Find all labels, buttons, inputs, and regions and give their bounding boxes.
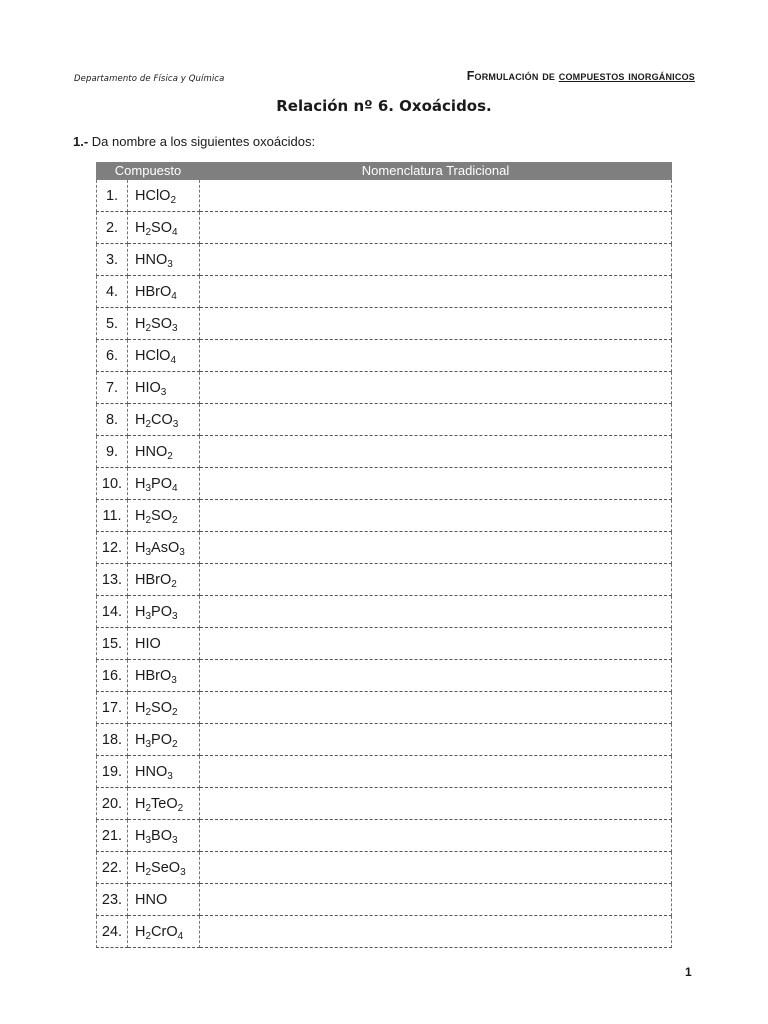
table-row	[97, 596, 672, 628]
compound-formula	[128, 244, 200, 276]
formula-subscript: 3	[160, 386, 167, 398]
row-number: 14.	[97, 596, 128, 628]
answer-cell[interactable]	[200, 660, 672, 692]
formula-part: H	[135, 507, 146, 524]
compound-formula	[128, 564, 200, 596]
answer-cell[interactable]	[200, 244, 672, 276]
row-number: 23.	[97, 884, 128, 916]
formula-subscript: 3	[172, 834, 178, 846]
row-number: 16.	[97, 660, 128, 692]
answer-cell[interactable]	[200, 404, 672, 436]
compound-formula	[128, 436, 200, 468]
answer-cell[interactable]	[200, 340, 672, 372]
formula-part: BO	[151, 827, 172, 844]
answer-cell[interactable]	[200, 916, 672, 948]
header-compuesto: Compuesto	[97, 163, 200, 180]
answer-cell[interactable]	[200, 212, 672, 244]
formula-part: HNO	[135, 443, 168, 460]
formula-subscript: 4	[172, 482, 178, 494]
row-number: 19.	[97, 756, 128, 788]
compound-formula	[128, 852, 200, 884]
formula-part: H	[135, 539, 146, 556]
table-row	[97, 532, 672, 564]
table-row	[97, 564, 672, 596]
row-number: 20.	[97, 788, 128, 820]
table-row	[97, 724, 672, 756]
row-number: 21.	[97, 820, 128, 852]
formula-part: H	[135, 795, 146, 812]
exercise-number: 1.-	[73, 134, 89, 149]
formula-part: HBrO	[135, 667, 172, 684]
formula-part: HBrO	[135, 571, 172, 588]
row-number: 2.	[97, 212, 128, 244]
formula-subscript: 3	[180, 866, 186, 878]
formula-part: H	[135, 315, 146, 332]
formula-part: HIO	[135, 635, 161, 652]
table-row	[97, 660, 672, 692]
formula-part: HNO	[135, 763, 168, 780]
table-row	[97, 244, 672, 276]
table-row	[97, 500, 672, 532]
table-row	[97, 180, 672, 212]
formula-part: HIO	[135, 379, 161, 396]
table-row	[97, 340, 672, 372]
answer-cell[interactable]	[200, 180, 672, 212]
compound-formula	[128, 180, 200, 212]
table-header-row	[97, 163, 672, 180]
formula-subscript: 3	[171, 674, 177, 686]
compound-formula	[128, 628, 200, 660]
answer-cell[interactable]	[200, 628, 672, 660]
table-row	[97, 372, 672, 404]
row-number: 1.	[97, 180, 128, 212]
formula-part: HNO	[135, 891, 168, 908]
answer-cell[interactable]	[200, 884, 672, 916]
compound-formula	[128, 372, 200, 404]
answer-cell[interactable]	[200, 596, 672, 628]
formula-subscript: 3	[167, 258, 173, 270]
compound-formula	[128, 820, 200, 852]
answer-cell[interactable]	[200, 308, 672, 340]
formula-part: H	[135, 731, 146, 748]
formula-subscript: 2	[177, 802, 184, 814]
formula-part: HClO	[135, 347, 171, 364]
formula-part: SeO	[151, 859, 181, 876]
course-header-topic: compuestos inorgánicos	[558, 69, 695, 83]
formula-subscript: 2	[172, 514, 178, 526]
exercise-statement	[73, 134, 315, 149]
formula-part: TeO	[151, 795, 178, 812]
row-number: 5.	[97, 308, 128, 340]
formula-subscript: 2	[145, 706, 152, 718]
formula-subscript: 3	[145, 834, 152, 846]
table-row	[97, 884, 672, 916]
table-row	[97, 436, 672, 468]
answer-cell[interactable]	[200, 820, 672, 852]
row-number: 8.	[97, 404, 128, 436]
course-header	[467, 69, 695, 83]
table-row	[97, 276, 672, 308]
formula-subscript: 3	[145, 610, 152, 622]
answer-cell[interactable]	[200, 372, 672, 404]
formula-subscript: 4	[170, 354, 177, 366]
formula-subscript: 4	[177, 930, 184, 942]
row-number: 4.	[97, 276, 128, 308]
row-number: 24.	[97, 916, 128, 948]
formula-subscript: 2	[145, 866, 152, 878]
formula-part: HBrO	[135, 283, 172, 300]
formula-subscript: 3	[167, 770, 173, 782]
compound-formula	[128, 532, 200, 564]
answer-cell[interactable]	[200, 276, 672, 308]
compound-formula	[128, 212, 200, 244]
formula-part: AsO	[151, 539, 180, 556]
answer-cell[interactable]	[200, 436, 672, 468]
table-row	[97, 404, 672, 436]
compound-formula	[128, 276, 200, 308]
row-number: 9.	[97, 436, 128, 468]
formula-subscript: 3	[179, 546, 185, 558]
compound-formula	[128, 692, 200, 724]
compound-formula	[128, 788, 200, 820]
table-row	[97, 852, 672, 884]
compound-formula	[128, 468, 200, 500]
exercise-text: Da nombre a los siguientes oxoácidos:	[88, 134, 316, 149]
table-row	[97, 212, 672, 244]
formula-subscript: 2	[172, 706, 178, 718]
formula-part: H	[135, 699, 146, 716]
formula-part: PO	[151, 475, 172, 492]
formula-subscript: 3	[172, 418, 179, 430]
formula-subscript: 2	[145, 226, 152, 238]
compound-formula	[128, 404, 200, 436]
header-nomenclatura: Nomenclatura Tradicional	[200, 163, 672, 180]
formula-subscript: 3	[172, 322, 178, 334]
table-row	[97, 692, 672, 724]
formula-part: H	[135, 859, 146, 876]
row-number: 13.	[97, 564, 128, 596]
formula-part: HNO	[135, 251, 168, 268]
row-number: 15.	[97, 628, 128, 660]
compound-formula	[128, 884, 200, 916]
compound-formula	[128, 756, 200, 788]
row-number: 17.	[97, 692, 128, 724]
row-number: 10.	[97, 468, 128, 500]
formula-subscript: 2	[171, 578, 177, 590]
formula-subscript: 2	[145, 930, 152, 942]
row-number: 11.	[97, 500, 128, 532]
table-row	[97, 756, 672, 788]
formula-subscript: 2	[170, 194, 177, 206]
formula-part: H	[135, 475, 146, 492]
formula-part: H	[135, 219, 146, 236]
formula-subscript: 3	[145, 546, 152, 558]
formula-part: SO	[151, 699, 172, 716]
formula-subscript: 2	[172, 738, 178, 750]
department-header: Departamento de Física y Química	[74, 74, 225, 84]
formula-subscript: 3	[172, 610, 178, 622]
row-number: 7.	[97, 372, 128, 404]
answer-cell[interactable]	[200, 500, 672, 532]
table-row	[97, 820, 672, 852]
formula-part: H	[135, 603, 146, 620]
formula-part: HClO	[135, 187, 171, 204]
formula-subscript: 2	[145, 802, 152, 814]
answer-cell[interactable]	[200, 532, 672, 564]
formula-subscript: 2	[145, 514, 152, 526]
formula-subscript: 4	[171, 290, 177, 302]
page-title: Relación nº 6. Oxoácidos.	[276, 97, 492, 115]
table-body	[97, 180, 672, 948]
answer-cell[interactable]	[200, 724, 672, 756]
compound-formula	[128, 724, 200, 756]
formula-part: H	[135, 923, 146, 940]
formula-subscript: 3	[145, 482, 152, 494]
compound-formula	[128, 660, 200, 692]
page-number: 1	[685, 965, 692, 979]
row-number: 6.	[97, 340, 128, 372]
table-row	[97, 628, 672, 660]
formula-part: H	[135, 827, 146, 844]
row-number: 22.	[97, 852, 128, 884]
oxoacids-table	[96, 162, 672, 948]
formula-part: SO	[151, 507, 172, 524]
answer-cell[interactable]	[200, 756, 672, 788]
compound-formula	[128, 916, 200, 948]
formula-subscript: 2	[145, 322, 152, 334]
row-number: 12.	[97, 532, 128, 564]
formula-subscript: 4	[172, 226, 178, 238]
compound-formula	[128, 340, 200, 372]
formula-subscript: 3	[145, 738, 152, 750]
formula-part: SO	[151, 219, 172, 236]
answer-cell[interactable]	[200, 852, 672, 884]
course-header-prefix: Formulación de	[466, 69, 559, 83]
formula-part: SO	[151, 315, 172, 332]
answer-cell[interactable]	[200, 564, 672, 596]
row-number: 18.	[97, 724, 128, 756]
formula-part: PO	[151, 603, 172, 620]
formula-subscript: 2	[145, 418, 152, 430]
answer-cell[interactable]	[200, 692, 672, 724]
answer-cell[interactable]	[200, 468, 672, 500]
formula-subscript: 2	[167, 450, 173, 462]
formula-part: H	[135, 411, 146, 428]
table-row	[97, 468, 672, 500]
row-number: 3.	[97, 244, 128, 276]
compound-formula	[128, 500, 200, 532]
compound-formula	[128, 596, 200, 628]
table-row	[97, 308, 672, 340]
table-row	[97, 916, 672, 948]
answer-cell[interactable]	[200, 788, 672, 820]
formula-part: CrO	[151, 923, 178, 940]
table-row	[97, 788, 672, 820]
compound-formula	[128, 308, 200, 340]
formula-part: CO	[151, 411, 173, 428]
formula-part: PO	[151, 731, 172, 748]
